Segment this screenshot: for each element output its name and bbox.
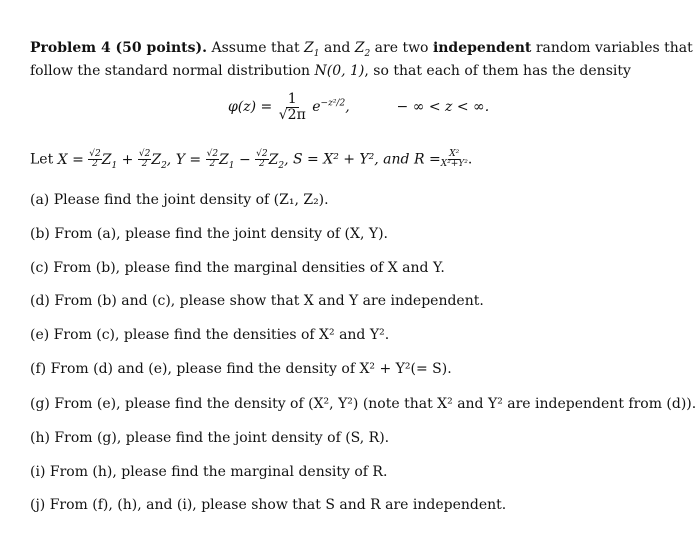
item-tag: (b) (30, 226, 50, 242)
intro-text-a: Assume that (211, 40, 300, 56)
item-text: From (f), (h), and (i), please show that S and R are independent. (49, 497, 507, 513)
item-text: From (a), please find the joint density of (X, Y). (54, 226, 389, 242)
item-tag: (i) (30, 464, 46, 480)
list-item (30, 327, 389, 343)
item-text: From (e), please find the density of (X², Y²) (note that X² and Y² are independent from (d)). (54, 396, 697, 412)
r-fraction: $\frac{\text{X²}}{\text{X²+Y²}}$ (440, 149, 468, 169)
item-tag: (g) (30, 396, 50, 412)
item-tag: (h) (30, 430, 50, 446)
item-text: From (d) and (e), please find the density of X² + Y²(= S). (50, 361, 452, 377)
list-item (30, 361, 452, 377)
list-item (30, 464, 387, 480)
item-tag: (e) (30, 327, 50, 343)
item-text: Please find the joint density of (Z₁, Z₂). (53, 192, 329, 208)
intro-line2-end: , so that each of them has the density (364, 63, 631, 79)
item-tag: (f) (30, 361, 47, 377)
item-tag: (j) (30, 497, 46, 513)
y-definition: Y = $\frac{√2}{2}$ $Z_1$ − $\frac{√2}{2}$ $Z_2$, (175, 149, 289, 171)
item-text: From (h), please find the marginal density of R. (49, 464, 388, 480)
density-numerator: 1 (287, 91, 297, 107)
item-text: From (g), please find the joint density of (S, R). (54, 430, 390, 446)
item-text: From (b), please find the marginal densities of X and Y. (53, 260, 445, 276)
definitions-line: Let X = $\frac{√2}{2}$ $Z_1$ + $\frac{√2}{2}$ $Z_2$, Y = $\frac{√2}{2}$ $Z_1$ − $\frac{√2}{2}$ $Z_2$, S = X² + Y², and R = $\frac{\text{X²}}{\text{X²+Y²}}$ . (30, 149, 473, 171)
list-item (30, 192, 329, 208)
problem-intro-line2 (30, 63, 631, 79)
intro-text-c: are two (374, 40, 429, 56)
let-text: Let (30, 151, 54, 168)
density-lhs: φ(z) = (228, 99, 273, 116)
density-equation (228, 92, 489, 122)
list-item (30, 226, 388, 242)
x-definition: X = $\frac{√2}{2}$ $Z_1$ + $\frac{√2}{2}$ $Z_2$, (57, 149, 172, 171)
list-item (30, 260, 445, 276)
density-fraction (277, 92, 308, 122)
item-tag: (c) (30, 260, 49, 276)
independent-word: independent (432, 40, 532, 56)
item-text: From (b) and (c), please show that X and Y are independent. (54, 293, 484, 309)
intro-line2-text: follow the standard normal distribution (30, 63, 311, 79)
z2-symbol: $Z_2$ (354, 40, 371, 59)
normal-dist: N(0, 1) (314, 63, 365, 79)
z1-symbol: $Z_1$ (304, 40, 320, 59)
intro-text-b: and (323, 40, 351, 56)
problem-intro-line1 (30, 40, 693, 59)
list-item (30, 396, 696, 412)
density-denominator: √2π (278, 106, 306, 123)
list-item (30, 293, 484, 309)
r-definition: R = (413, 151, 441, 168)
density-range: − ∞ < z < ∞. (396, 99, 490, 116)
item-tag: (d) (30, 293, 50, 309)
s-definition: S = X² + Y², and (293, 151, 410, 168)
list-item (30, 497, 506, 513)
item-tag: (a) (30, 192, 50, 208)
density-exponential: $e^{-z^2/2}$, (312, 98, 350, 116)
item-text: From (c), please find the densities of X² and Y². (53, 327, 390, 343)
problem-heading: Problem 4 (50 points). (30, 40, 208, 56)
intro-text-d: random variables that (535, 40, 693, 56)
list-item (30, 430, 389, 446)
